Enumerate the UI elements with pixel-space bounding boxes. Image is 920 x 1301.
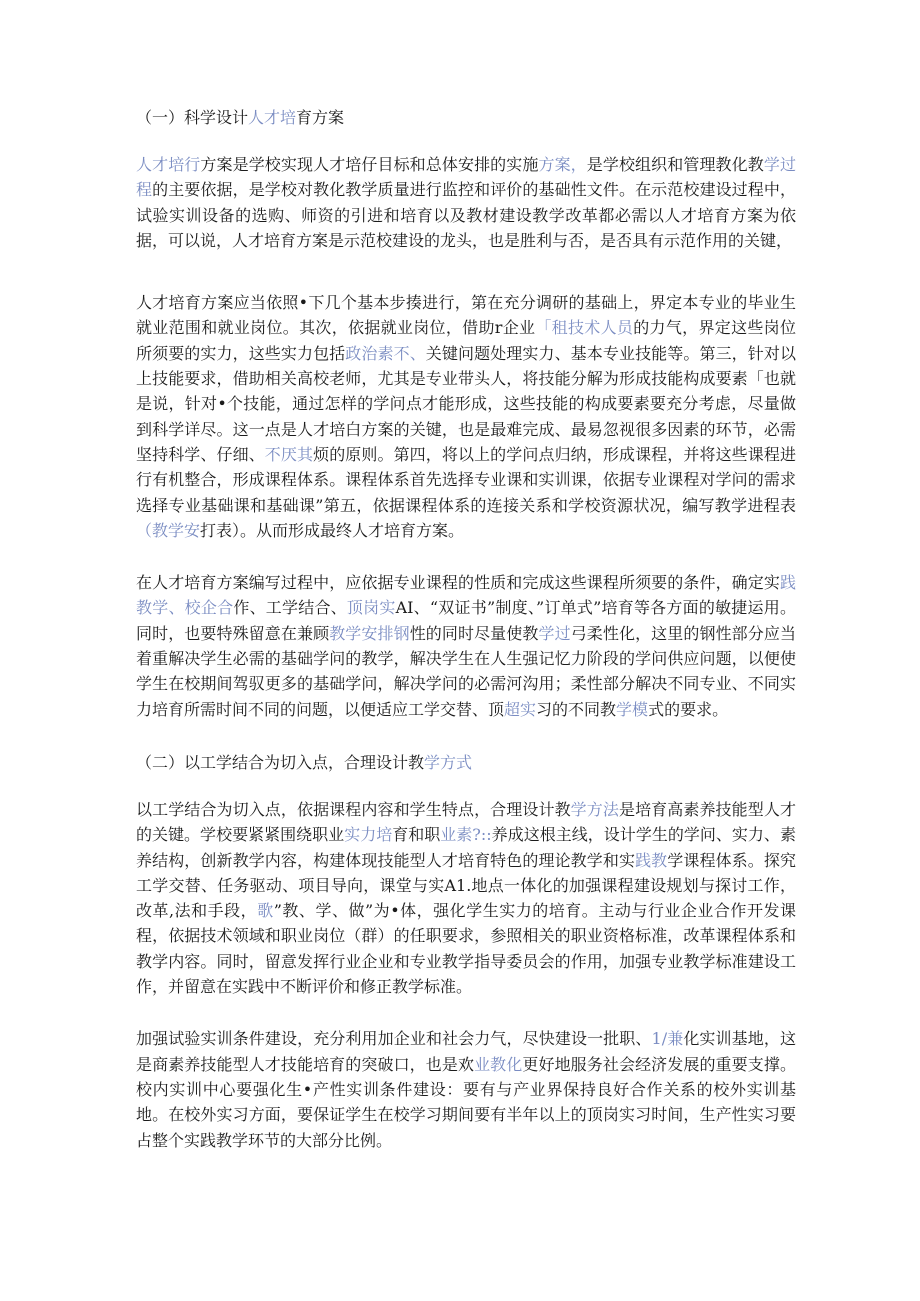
text-run: 以工学结合为切入点，依据课程内容和学生特点，合理设计教: [136, 799, 571, 819]
text-run: （一）科学设计: [136, 108, 249, 127]
text-run: AI、“双证书”制度、”订单式”培育等各方面的敏捷运用。同时，也要特殊留意在兼顾: [136, 598, 796, 643]
text-run: 习的不同教: [536, 699, 617, 719]
faded-text-run: 学过: [538, 623, 571, 643]
faded-text-run: 人才培行: [136, 155, 201, 174]
faded-text-run: 方案，: [538, 155, 587, 174]
faded-text-run: 学方法: [570, 799, 619, 819]
faded-text-run: 践教学、校企合: [136, 573, 796, 618]
text-run: 是培育高素养技能型人才的关键。学校要紧紧围绕职业: [136, 799, 796, 845]
text-run: 的主要依据，是学校对教化教学质量进行监控和评价的基础性文件。在示范校建设过程中，试验实训设备的选购、师资的引进和培育以及教材建设教学改革都必需以人才培育方案为依据，可以说，人才培育方案是示范校建设的龙头，也是胜利与否，是否具有示范作用的关键，: [136, 180, 796, 250]
faded-text-run: 学方式: [424, 752, 473, 772]
faded-text-run: 业教化: [474, 1054, 523, 1074]
section-heading-2: [136, 749, 796, 777]
text-run: 式的要求。: [648, 699, 729, 719]
faded-text-run: 人才培: [248, 108, 297, 127]
text-run: 学课程体系。探究工学交替、任务驱动、项目导向，课堂与实A1.地点一体化的加强课程建设规划与探讨工作，改革,法和手段，: [136, 850, 796, 921]
text-run: 关键问题处理实力、基本专业技能等。第三，针对以上技能要求，借助相关高校老师，尤其是专业带头人，将技能分解为形成技能构成要素「也就是说，针对•个技能，通过怎样的学问点才能形成，这些技能的构成要素要充分考虑，尽量做到科学详尽。这一点是人才培白方案的关键，也是最难完成、最易忽视很多因素的环节，必需坚持科学、仔细、: [136, 343, 796, 464]
faded-text-run: 实力培: [344, 825, 393, 845]
text-run: 作、工学结合、: [233, 598, 347, 618]
section-heading-1: [136, 104, 796, 132]
paragraph-1: [136, 152, 796, 253]
text-run: 养成这根主线，设计学生的学问、实力、素养结构，创新教学内容，构建体现技能型人才培育特色的理论教学和实: [136, 825, 796, 870]
faded-text-run: 教学安排钢: [329, 623, 410, 643]
paragraph-4: [136, 797, 796, 999]
faded-text-run: 业素?::: [440, 825, 492, 845]
text-run: ”教、学、做”为•体，强化学生实力的培育。主动与行业企业合作开发课程，依据技术领域和职业岗位（群）的任职要求，参照相关的职业资格标准，改革课程体系和教学内容。同时，留意发挥行业企业和专业教学指导委员会的作用，加强专业教学标准建设工作，并留意在实践中不断评价和修正教学标准。: [136, 901, 796, 997]
faded-text-run: 不厌其: [264, 444, 314, 464]
faded-text-run: 歌: [257, 901, 274, 921]
text-run: 化实训基地，这是商素养技能型人才技能培育的突破口，也是欢: [136, 1029, 796, 1074]
text-run: 打表）。从而形成最终人才培育方案。: [200, 520, 465, 540]
text-run: 人才培育方案应当依照•下几个基本步揍进行，第在充分调研的基础上，界定本专业的毕业生就业范围和就业岗位。其次，依据就业岗位，借助r企业: [136, 293, 796, 338]
paragraph-2: [136, 290, 796, 543]
paragraph-3: [136, 570, 796, 722]
paragraph-5: [136, 1026, 796, 1152]
faded-text-run: 「租技术人员: [535, 318, 634, 338]
faded-text-run: 学过程: [136, 155, 796, 200]
text-run: 在人才培育方案编写过程中，应依据专业课程的性质和完成这些课程所须要的条件，确定实: [136, 573, 780, 593]
faded-text-run: 政治素不、: [345, 343, 426, 363]
text-run: 育和职: [392, 825, 441, 845]
faded-text-run: 顶岗实: [346, 598, 396, 618]
faded-text-run: （教学安: [136, 520, 201, 540]
faded-text-run: 学模: [616, 699, 649, 719]
text-run: （二）以工学结合为切入点，合理设计教: [136, 752, 425, 772]
text-run: 性的同时尽量使教: [409, 623, 539, 643]
text-run: 更好地服务社会经济发展的重要支撑。校内实训中心要强化生•产性实训条件建设：要有与产业界保持良好合作关系的校外实训基地。在校外实习方面，要保证学生在校学习期间要有半年以上的顶岗实习时间，生产性实习要占整个实践教学环节的大部分比例。: [136, 1054, 796, 1150]
text-run: 育方案: [296, 108, 345, 127]
document-page: [136, 100, 796, 1180]
text-run: 烦的原则。第四，将以上的学问点归纳，形成课程，并将这些课程进行有机整合，形成课程体系。课程体系首先选择专业课和实训课，依据专业课程对学问的需求选择专业基础课和基础课”第五，依据课程体系的连接关系和学校资源状况，编写教学进程表: [136, 444, 796, 515]
faded-text-run: 超实: [504, 699, 537, 719]
faded-text-run: 践教: [635, 850, 668, 870]
text-run: 是学校组织和管理教化教: [586, 155, 764, 174]
text-run: 弓柔性化，这里的钢性部分应当着重解决学生必需的基础学问的教学，解决学生在人生强记忆力阶段的学问供应问题，以便使学生在校期间驾驭更多的基础学问，解决学问的必需河沟用；柔性部分解决不同专业、不同实力培育所需时间不同的问题，以便适应工学交替、顶: [136, 623, 796, 719]
text-run: 加强试验实训条件建设，充分利用加企业和社会力气，尽快建设一批职、: [136, 1029, 652, 1049]
faded-text-run: 1/兼: [651, 1029, 684, 1049]
text-run: 方案是学校实现人才培仔目标和总体安排的实施: [200, 155, 539, 174]
text-run: 的力气，界定这些岗位所须要的实力，这些实力包括: [136, 318, 796, 363]
